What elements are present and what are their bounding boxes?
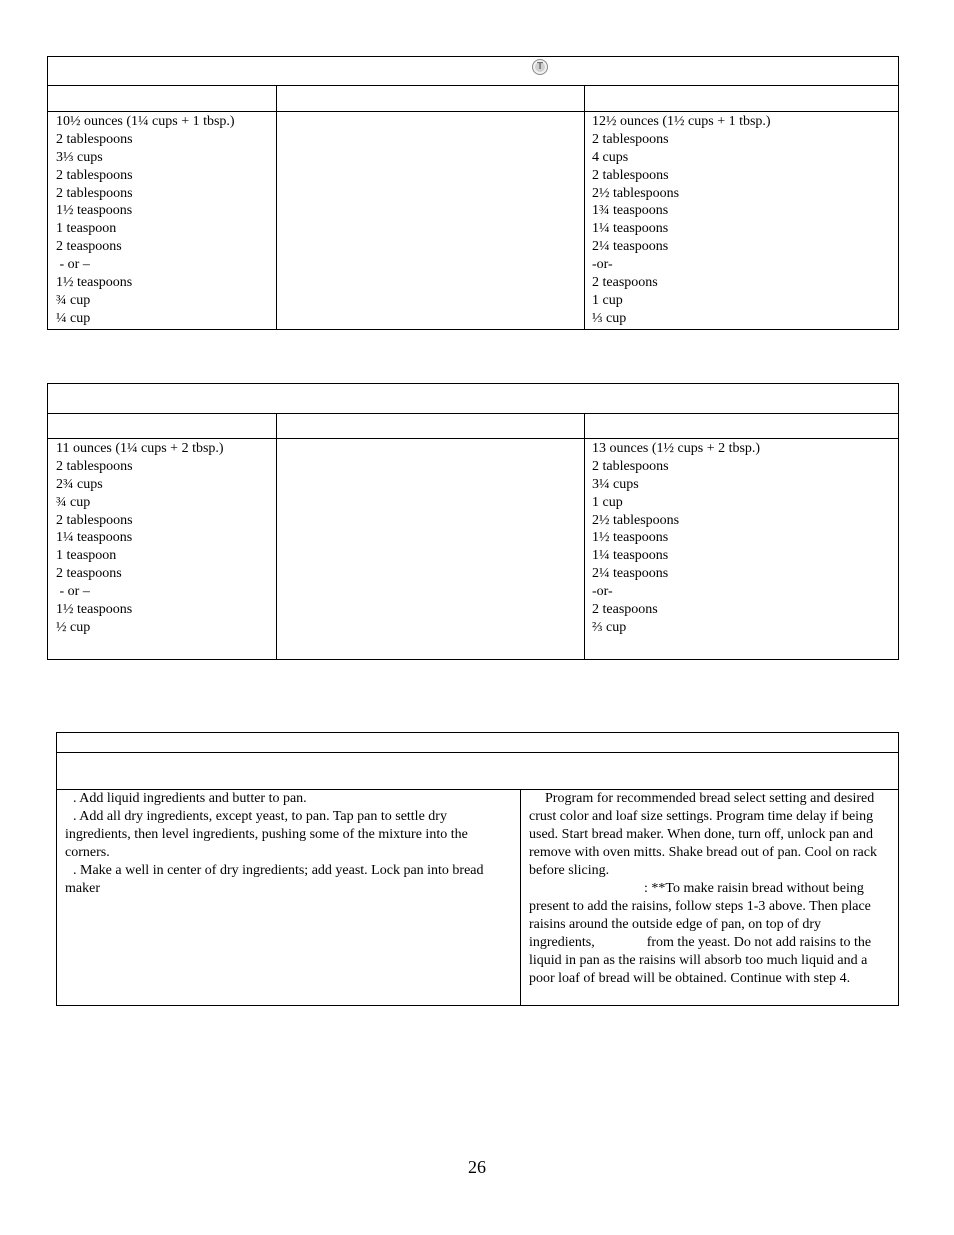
column-divider bbox=[276, 413, 277, 659]
timer-icon-letter: T bbox=[536, 61, 544, 72]
divider bbox=[57, 752, 898, 753]
steps-left bbox=[65, 790, 495, 898]
ingredient-amount: 2 tablespoons bbox=[592, 458, 669, 474]
raisin-note bbox=[529, 880, 889, 988]
ingredient-amount: 2¼ teaspoons bbox=[592, 566, 669, 582]
recipe-table-1 bbox=[47, 56, 899, 330]
ingredient-amount: 1¼ teaspoons bbox=[592, 221, 669, 237]
ingredient-amount: ¾ cup bbox=[56, 292, 91, 308]
ingredient-amount: 2 tablespoons bbox=[592, 167, 669, 183]
column-divider bbox=[276, 85, 277, 329]
divider bbox=[48, 111, 898, 112]
ingredient-amount: 2½ tablespoons bbox=[592, 185, 680, 201]
step-2: . Add all dry ingredients, except yeast, to pan. Tap pan to settle dry ingredients, then level ingredients, pushing some of the mixture into the corners. bbox=[65, 809, 468, 860]
ingredient-amount: 1¾ teaspoons bbox=[592, 203, 669, 219]
divider bbox=[48, 85, 898, 86]
ingredient-amount: 2½ tablespoons bbox=[592, 512, 680, 528]
timer-icon bbox=[532, 59, 548, 75]
page-number: 26 bbox=[468, 1157, 486, 1177]
ingredient-amounts-right bbox=[592, 113, 771, 328]
ingredient-amount: - or – bbox=[56, 584, 90, 600]
ingredient-amounts-left bbox=[56, 440, 224, 637]
ingredient-amount: ½ cup bbox=[56, 619, 91, 635]
ingredient-amount: 2 teaspoons bbox=[56, 239, 122, 255]
ingredient-amount: 12½ ounces (1½ cups + 1 tbsp.) bbox=[592, 114, 771, 129]
column-divider bbox=[584, 413, 585, 659]
raisin-note-part-a: : **To make raisin bread without being present to add the raisins, follow steps 1-3 above. Then place raisins around the outside edge of pan, on top of dry ingredients, bbox=[529, 881, 871, 950]
ingredient-amount: ⅓ cup bbox=[592, 310, 627, 326]
ingredient-amount: 2 teaspoons bbox=[56, 566, 122, 582]
instructions-table bbox=[56, 732, 899, 1006]
ingredient-amount: 4 cups bbox=[592, 149, 629, 165]
ingredient-amount: ⅔ cup bbox=[592, 619, 627, 635]
step-4: Program for recommended bread select setting and desired crust color and loaf size settings. Program time delay if being used. Start bread maker. When done, turn off, unlock pan and remove with oven mitts. Shake bread out of pan. Cool on rack before slicing. bbox=[529, 791, 877, 878]
step-3: . Make a well in center of dry ingredients; add yeast. Lock pan into bread maker bbox=[65, 863, 484, 896]
ingredient-amount: 2 tablespoons bbox=[592, 131, 669, 147]
steps-right bbox=[529, 790, 889, 988]
ingredient-amount: -or- bbox=[592, 584, 613, 600]
ingredient-amount: 2¾ cups bbox=[56, 476, 103, 492]
ingredient-amount: 1 teaspoon bbox=[56, 548, 117, 564]
ingredient-amount: ¾ cup bbox=[56, 494, 91, 510]
ingredient-amount: 2 teaspoons bbox=[592, 602, 658, 618]
ingredient-amount: 11 ounces (1¼ cups + 2 tbsp.) bbox=[56, 441, 224, 456]
step-1: . Add liquid ingredients and butter to pan. bbox=[73, 791, 307, 806]
ingredient-amount: 2¼ teaspoons bbox=[592, 239, 669, 255]
divider bbox=[48, 413, 898, 414]
ingredient-amount: 2 tablespoons bbox=[56, 185, 133, 201]
ingredient-amounts-left bbox=[56, 113, 235, 328]
ingredient-amount: 3¼ cups bbox=[592, 476, 639, 492]
ingredient-amount: 1 teaspoon bbox=[56, 221, 117, 237]
ingredient-amount: 1½ teaspoons bbox=[56, 275, 133, 291]
ingredient-amount: 1½ teaspoons bbox=[56, 602, 133, 618]
ingredient-amount: 2 tablespoons bbox=[56, 512, 133, 528]
ingredient-amount: -or- bbox=[592, 257, 613, 273]
ingredient-amount: ¼ cup bbox=[56, 310, 91, 326]
ingredient-amount: 3⅓ cups bbox=[56, 149, 103, 165]
ingredient-amount: 13 ounces (1½ cups + 2 tbsp.) bbox=[592, 441, 761, 456]
ingredient-amount: 1¼ teaspoons bbox=[56, 530, 133, 546]
ingredient-amount: 1 cup bbox=[592, 494, 623, 510]
ingredient-amount: 2 tablespoons bbox=[56, 167, 133, 183]
ingredient-amount: 2 tablespoons bbox=[56, 458, 133, 474]
ingredient-amount: 2 teaspoons bbox=[592, 275, 658, 291]
ingredient-amount: 1 cup bbox=[592, 292, 623, 308]
ingredient-amount: 1½ teaspoons bbox=[56, 203, 133, 219]
ingredient-amount: 2 tablespoons bbox=[56, 131, 133, 147]
column-divider bbox=[584, 85, 585, 329]
divider bbox=[48, 438, 898, 439]
ingredient-amount: 10½ ounces (1¼ cups + 1 tbsp.) bbox=[56, 114, 235, 129]
recipe-table-2 bbox=[47, 383, 899, 660]
ingredient-amounts-right bbox=[592, 440, 760, 637]
raisin-note-part-b: from the yeast. Do not add raisins to the liquid in pan as the raisins will absorb too much liquid and a poor loaf of bread will be obtained. Continue with step 4. bbox=[529, 935, 872, 986]
ingredient-amount: - or – bbox=[56, 257, 90, 273]
ingredient-amount: 1¼ teaspoons bbox=[592, 548, 669, 564]
ingredient-amount: 1½ teaspoons bbox=[592, 530, 669, 546]
column-divider bbox=[520, 789, 521, 1005]
